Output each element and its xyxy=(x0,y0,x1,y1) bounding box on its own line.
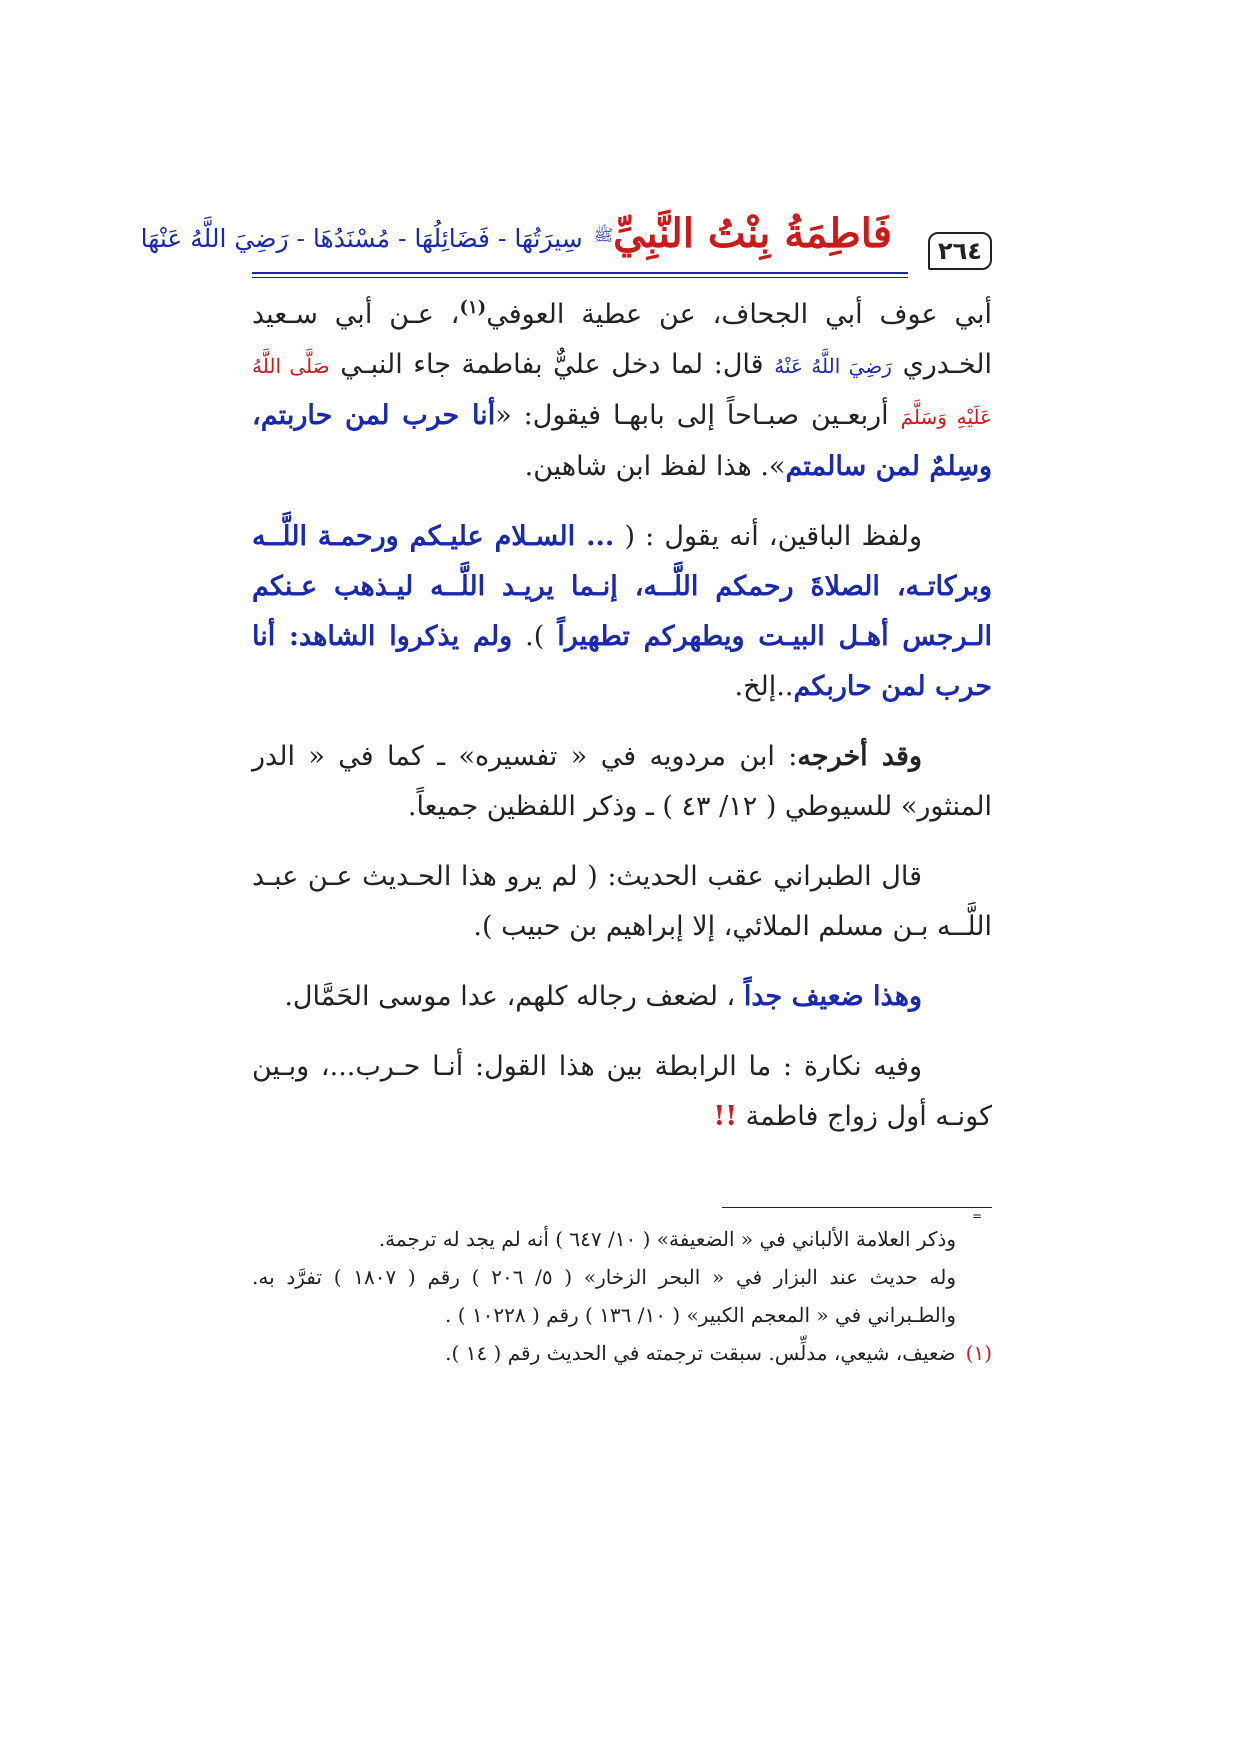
lead-term: وقد أخرجه xyxy=(797,741,922,772)
footnote-continuation-mark: = xyxy=(972,1209,983,1223)
grading: وهذا ضعيف جداً xyxy=(743,981,922,1012)
footnote-number: (١) xyxy=(965,1341,992,1365)
text-span: قال الطبراني عقب الحديث: ( لم يرو هذا الحـديث عـن عبـد اللَّــه بـن مسلم الملائي، إلا إبراهيم بن حبيب ). xyxy=(252,861,992,942)
footnote-text: ضعيف، شيعي، مدلِّس. سبقت ترجمته في الحديث رقم ( ١٤ ). xyxy=(445,1341,956,1365)
footnote-1 xyxy=(252,1334,992,1372)
honorific: رَضِيَ اللَّهُ عَنْهُ xyxy=(774,354,892,378)
footnote-ref: (١) xyxy=(459,297,487,318)
text-span: أبي عوف أبي الجحاف، عن عطية العوفي xyxy=(486,299,993,330)
paragraph-5 xyxy=(252,972,992,1022)
footnotes xyxy=(252,1220,992,1372)
title-honorific: ﷺ xyxy=(593,225,614,245)
header-rule-thin xyxy=(252,277,908,278)
exclamation: !! xyxy=(713,1101,738,1132)
text-span: : ابن مردويه في « تفسيره» ـ كما في « الدر المنثور» للسيوطي ( ١٢/ ٤٣ ) ـ وذكر اللفظين جميعاً. xyxy=(252,741,992,822)
book-title: فَاطِمَةُ بِنْتُ النَّبِيِّ xyxy=(613,210,892,257)
book-subtitle: سِيرَتُهَا - فَضَائِلُهَا - مُسْنَدُهَا - رَضِيَ اللَّهُ عَنْهَا xyxy=(140,224,583,253)
paragraph-6 xyxy=(252,1042,992,1142)
running-title xyxy=(141,210,892,257)
text-span: وفيه نكارة : ما الرابطة بين هذا القول: أنـا حـرب...، وبـين كونـه أول زواج فاطمة xyxy=(252,1051,992,1132)
text-span: ..إلخ. xyxy=(734,671,794,702)
text-span: ، لضعف رجاله كلهم، عدا موسى الحَمَّال. xyxy=(284,981,744,1012)
text-span: ولفظ الباقين، أنه يقول : ( xyxy=(614,521,923,552)
honorific-prophet: صَلَّى اللَّهُ عَلَيْهِ وَسَلَّمَ xyxy=(252,354,992,429)
text-span: ). xyxy=(512,621,558,652)
paragraph-2 xyxy=(252,512,992,712)
main-text xyxy=(252,283,992,1162)
text-span: ، عـن أبي سـعيد الخـدري xyxy=(252,299,992,380)
paragraph-3 xyxy=(252,732,992,832)
paragraph-4 xyxy=(252,852,992,952)
footnote-line: وذكر العلامة الألباني في « الضعيفة» ( ١٠/ ٦٤٧ ) أنه لم يجد له ترجمة. xyxy=(378,1227,956,1251)
hadith-quote: ... السـلام عليـكم ورحمـة اللَّــه وبركاتـه، الصلاةَ رحمكم اللَّــه، إنـما يريـد اللَّــه ليـذهب عـنكم الـرجس أهـل البيـت ويطهركم تطهيراً xyxy=(252,521,993,652)
hadith-note: ولم يذكروا الشاهد: أنا حرب لمن حاربكم xyxy=(252,621,992,702)
text-span: ». هذا لفظ ابن شاهين. xyxy=(524,451,786,482)
paragraph-1 xyxy=(252,283,992,492)
header-rule-thick xyxy=(252,272,908,274)
text-span: قال: لما دخل عليٌّ بفاطمة جاء النبـي xyxy=(340,349,775,380)
hadith-quote: أنا حرب لمن حاربتم، وسِلمٌ لمن سالمتم xyxy=(252,400,992,482)
footnote-line: وله حديث عند البزار في « البحر الزخار» ( ٥/ ٢٠٦ ) رقم ( ١٨٠٧ ) تفرَّد به. والطـبراني في « المعجم الكبير» ( ١٠/ ١٣٦ ) رقم ( ١٠٢٢٨ ) . xyxy=(252,1265,956,1327)
footnote-separator xyxy=(722,1207,992,1208)
page-number: ٢٦٤ xyxy=(928,232,992,270)
text-span: أربعـين صبـاحاً إلى بابهـا فيقول: « xyxy=(495,400,901,431)
page-header xyxy=(140,200,992,280)
